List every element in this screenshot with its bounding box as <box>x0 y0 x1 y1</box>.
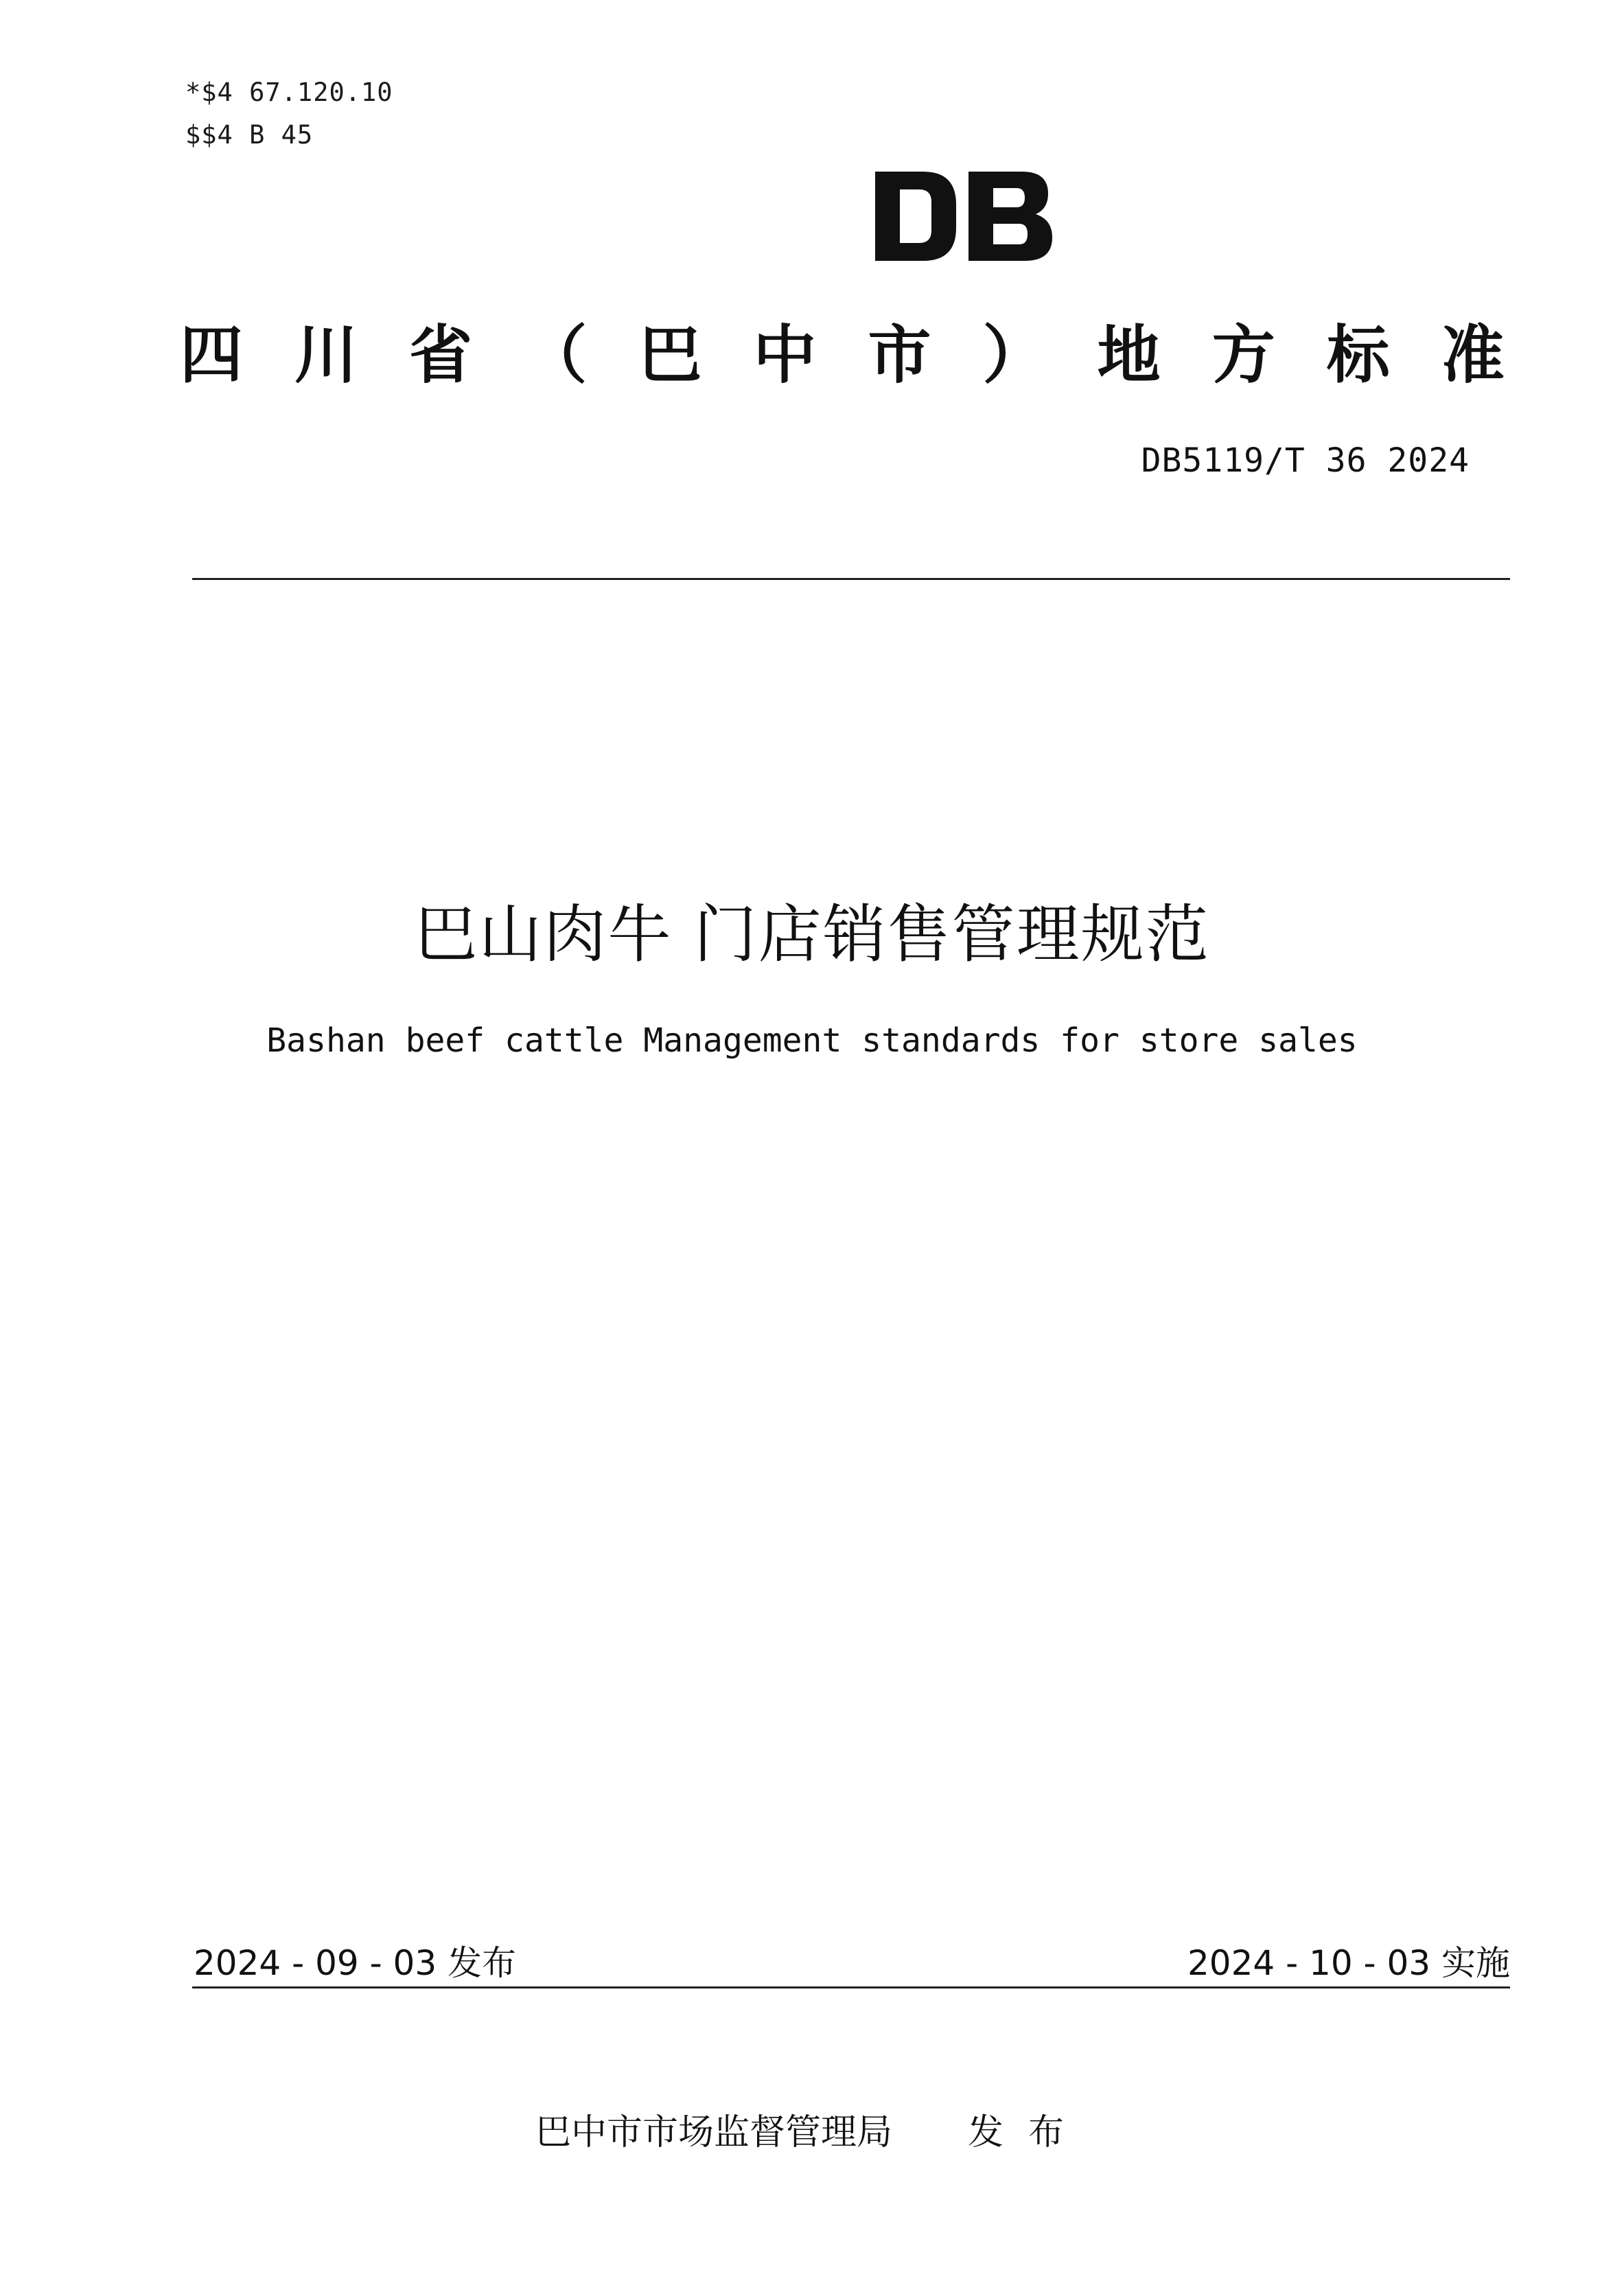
standard-number: DB5119/T 36 2024 <box>1141 441 1470 480</box>
document-title-english: Bashan beef cattle Management standards for store sales <box>266 1021 1358 1060</box>
implementation-date: 2024 - 10 - 03 实施 <box>1187 1943 1510 1983</box>
org-title-char: 方 <box>1211 318 1275 392</box>
org-title-char: 四 <box>180 318 244 392</box>
bottom-divider <box>192 1986 1510 1988</box>
ics-code: *$4 67.120.10 <box>185 78 393 107</box>
ccs-code: $$4 B 45 <box>185 120 314 150</box>
org-title-char: 地 <box>1097 318 1161 392</box>
standard-category-title <box>180 312 1505 392</box>
db-logo <box>875 172 1054 261</box>
org-title-char: 巴 <box>638 318 702 392</box>
top-divider <box>192 578 1510 580</box>
document-title-chinese: 巴山肉牛 门店销售管理规范 <box>414 898 1210 971</box>
org-title-char: 准 <box>1441 318 1505 392</box>
org-title-char: （ <box>524 318 588 392</box>
issue-date: 2024 - 09 - 03 发布 <box>194 1943 517 1983</box>
org-title-char: ） <box>982 318 1046 392</box>
org-title-char: 标 <box>1326 318 1390 392</box>
publisher-name: 巴中市市场监督管理局 <box>535 2112 892 2153</box>
org-title-char: 市 <box>868 318 931 392</box>
publisher-line <box>0 2103 1624 2155</box>
org-title-char: 中 <box>753 318 817 392</box>
org-title-char: 省 <box>409 318 473 392</box>
publish-action: 发布 <box>968 2112 1089 2153</box>
org-title-char: 川 <box>294 318 358 392</box>
